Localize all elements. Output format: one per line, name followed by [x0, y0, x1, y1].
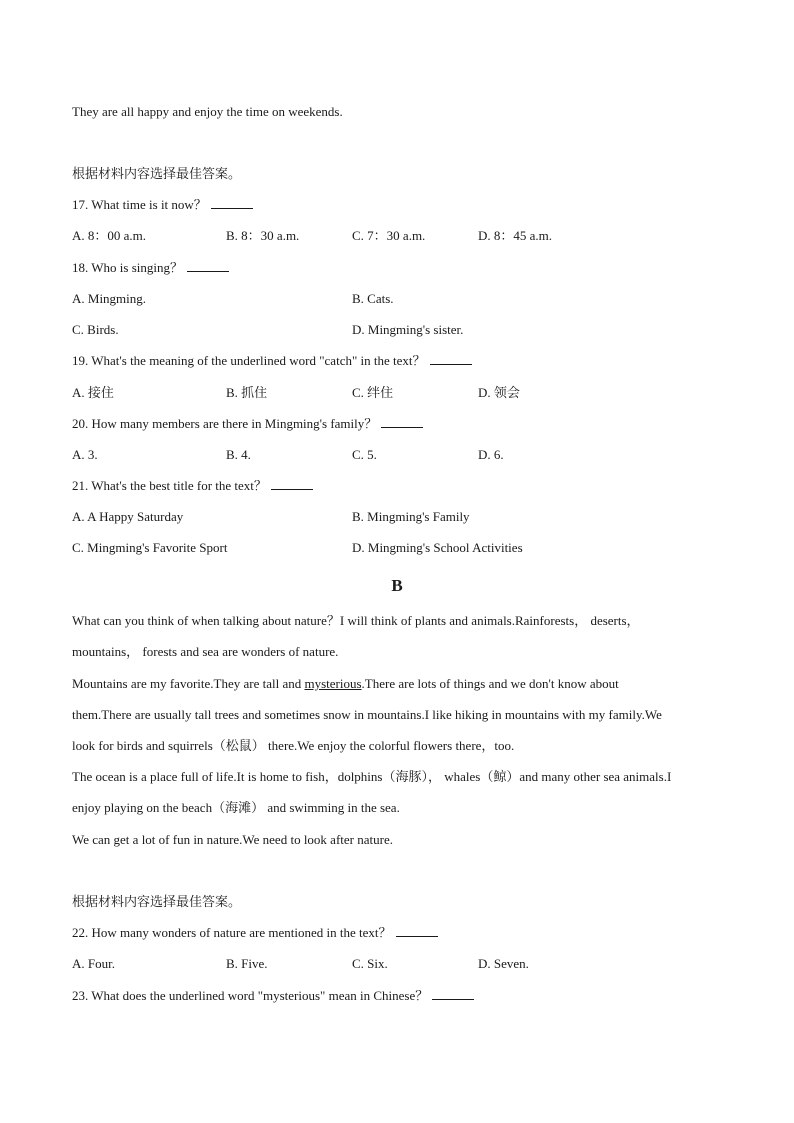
option-20-d: D. 6. [478, 447, 504, 462]
answer-blank [432, 988, 474, 1000]
option-18-d: D. Mingming's sister. [352, 322, 464, 337]
passage-b-line: What can you think of when talking about nature？I will think of plants and animals.Rainforests， deserts， [72, 613, 640, 628]
answer-blank [396, 925, 438, 937]
option-22-b: B. Five. [226, 956, 268, 971]
answer-blank [381, 416, 423, 428]
answer-blank [211, 197, 253, 209]
passage-b-line: mountains， forests and sea are wonders of nature. [72, 644, 339, 659]
instruction-text: 根据材料内容选择最佳答案。 [72, 166, 242, 181]
passage-b-line: look for birds and squirrels（松鼠） there.We enjoy the colorful flowers there，too. [72, 738, 515, 753]
passage-a-closing-line: They are all happy and enjoy the time on weekends. [72, 104, 343, 119]
option-22-c: C. Six. [352, 956, 388, 971]
option-22-a: A. Four. [72, 956, 115, 971]
answer-blank [271, 478, 313, 490]
underlined-word: mysterious [304, 676, 362, 691]
option-20-b: B. 4. [226, 447, 251, 462]
option-18-a: A. Mingming. [72, 291, 147, 306]
question-21: 21. What's the best title for the text？ [72, 478, 313, 494]
option-21-d: D. Mingming's School Activities [352, 540, 523, 555]
option-18-c: C. Birds. [72, 322, 119, 337]
answer-blank [187, 260, 229, 272]
passage-b-line: enjoy playing on the beach（海滩） and swimming in the sea. [72, 800, 400, 815]
option-17-a: A. 8：00 a.m. [72, 228, 147, 243]
option-17-b: B. 8：30 a.m. [226, 228, 300, 243]
passage-b-line: The ocean is a place full of life.It is home to fish，dolphins（海豚）， whales（鲸）and many other sea animals.I [72, 769, 672, 784]
question-19: 19. What's the meaning of the underlined word "catch" in the text？ [72, 353, 472, 369]
option-19-b: B. 抓住 [226, 385, 268, 400]
passage-b-line: We can get a lot of fun in nature.We need to look after nature. [72, 832, 393, 847]
option-20-c: C. 5. [352, 447, 377, 462]
question-22: 22. How many wonders of nature are mentioned in the text？ [72, 925, 438, 941]
instruction-text: 根据材料内容选择最佳答案。 [72, 894, 242, 909]
section-title: B [391, 576, 403, 595]
answer-blank [430, 353, 472, 365]
option-22-d: D. Seven. [478, 956, 529, 971]
option-21-b: B. Mingming's Family [352, 509, 470, 524]
option-21-c: C. Mingming's Favorite Sport [72, 540, 228, 555]
passage-b-line: them.There are usually tall trees and sometimes snow in mountains.I like hiking in mountains with my family.We [72, 707, 662, 722]
option-21-a: A. A Happy Saturday [72, 509, 184, 524]
option-19-d: D. 领会 [478, 385, 520, 400]
question-17: 17. What time is it now？ [72, 197, 253, 213]
option-19-a: A. 接住 [72, 385, 114, 400]
option-19-c: C. 绊住 [352, 385, 394, 400]
passage-b-line: Mountains are my favorite.They are tall and mysterious.There are lots of things and we don't know about [72, 676, 619, 691]
option-17-d: D. 8：45 a.m. [478, 228, 553, 243]
option-20-a: A. 3. [72, 447, 98, 462]
question-20: 20. How many members are there in Mingming's family？ [72, 416, 423, 432]
option-17-c: C. 7：30 a.m. [352, 228, 426, 243]
option-18-b: B. Cats. [352, 291, 394, 306]
question-23: 23. What does the underlined word "mysterious" mean in Chinese？ [72, 988, 474, 1004]
question-18: 18. Who is singing？ [72, 260, 229, 276]
